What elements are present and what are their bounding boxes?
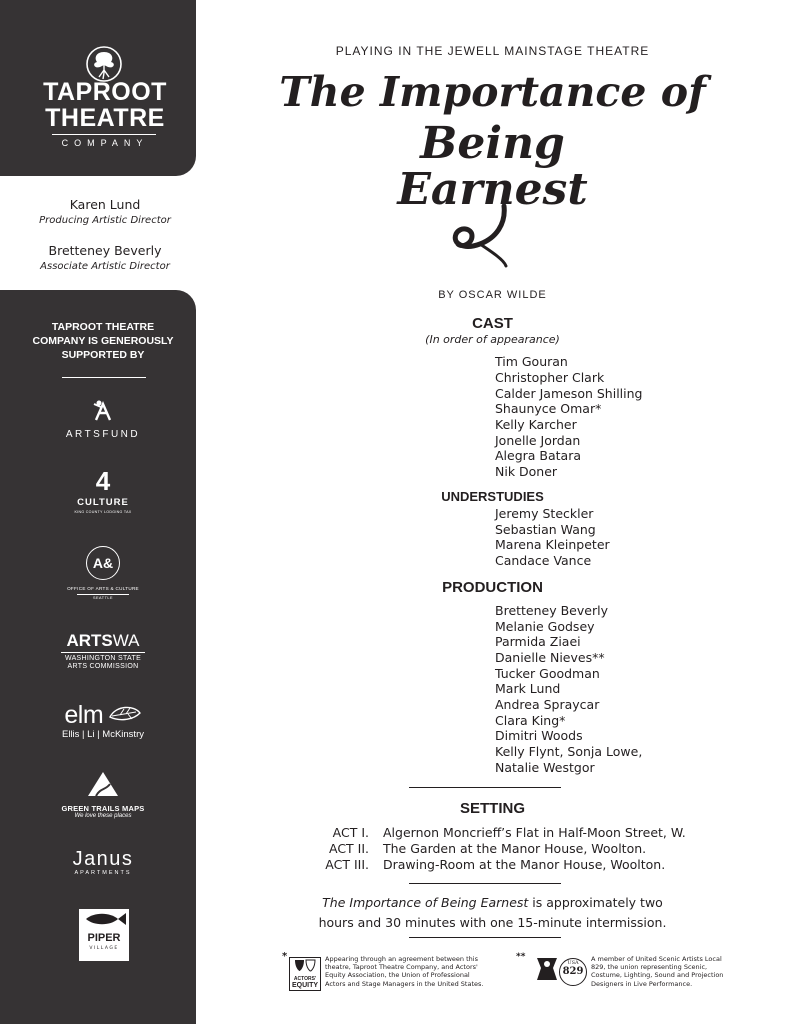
staff-title: Associate Artistic Director — [40, 261, 170, 272]
section-divider — [409, 937, 561, 938]
runtime-note: The Importance of Being Earnest is approximately two hours and 30 minutes with one 15-minute intermission. — [318, 895, 667, 930]
mountain-triangle-icon — [86, 770, 120, 798]
usa-829-logo — [533, 954, 587, 988]
oac-circle-icon: A& — [86, 546, 120, 580]
support-heading: TAPROOT THEATRE COMPANY IS GENEROUSLY SUPPORTED BY — [32, 321, 174, 361]
brand-divider — [52, 134, 156, 135]
production-heading: PRODUCTION — [442, 579, 543, 596]
staff-title: Producing Artistic Director — [39, 215, 171, 226]
section-divider — [409, 883, 561, 884]
janus-apartments-logo: Janus APARTMENTS — [72, 848, 134, 876]
theatre-masks-icon — [293, 958, 317, 972]
green-trails-maps-logo: GREEN TRAILS MAPS We love these places — [0, 770, 206, 819]
staff-entry — [0, 197, 210, 226]
4culture-logo: 4 CULTURE KING COUNTY LODGING TAX — [0, 468, 206, 514]
understudies-heading: UNDERSTUDIES — [441, 489, 544, 504]
staff-name: Karen Lund — [69, 197, 141, 212]
artsfund-logo: ARTSFUND — [0, 398, 206, 440]
laurel-crest-icon — [533, 954, 561, 984]
office-of-arts-culture-logo: A& OFFICE OF ARTS & CULTURE SEATTLE — [0, 546, 206, 600]
actors-equity-logo: ACTORS' EQUITY — [289, 957, 321, 991]
artswa-logo: ARTSWA WASHINGTON STATE ARTS COMMISSION — [0, 632, 206, 671]
staff-entry — [0, 243, 210, 272]
company-name-line2: THEATRE — [45, 104, 165, 132]
4culture-mark-icon: 4 — [95, 466, 111, 496]
usa-circle-icon: USA 829 — [559, 958, 587, 986]
equity-asterisk: * — [282, 951, 288, 962]
brand-panel — [0, 0, 196, 176]
fish-icon — [80, 910, 128, 928]
title-line3: Earnest — [397, 164, 588, 215]
list-item: ACT III. Drawing-Room at the Manor House, Woolton. — [325, 857, 666, 872]
venue-line: PLAYING IN THE JEWELL MAINSTAGE THEATRE — [335, 44, 650, 58]
section-divider — [409, 787, 561, 788]
usa-asterisks: ** — [516, 952, 526, 962]
staff-name: Bretteney Beverly — [48, 243, 162, 258]
support-divider — [62, 377, 146, 378]
byline: BY OSCAR WILDE — [438, 289, 547, 301]
usa-footnote: A member of United Scenic Artists Local 829, the union representing Scenic, Costume, Lighting, Sound and Projection Designers in Live Performance. — [591, 955, 724, 988]
setting-heading: SETTING — [459, 800, 525, 817]
elm-logo: elm Ellis | Li | McKinstry — [61, 701, 144, 740]
title-line1: The Importance of — [279, 68, 706, 116]
company-name-line1: TAPROOT — [43, 78, 167, 106]
elm-leaf-icon — [108, 705, 142, 721]
list-item: ACT II. The Garden at the Manor House, Woolton. — [328, 841, 647, 856]
artsfund-figure-icon — [90, 398, 116, 422]
title-line2: Being — [420, 118, 565, 169]
cast-heading: CAST — [472, 315, 513, 332]
company-name-line3: COMPANY — [61, 138, 149, 148]
list-item: ACT I. Algernon Moncrieff’s Flat in Half-Moon Street, W. — [332, 825, 686, 840]
title-swirl-ornament-icon — [446, 204, 526, 270]
cast-subheading: (In order of appearance) — [425, 333, 560, 346]
equity-footnote: Appearing through an agreement between this theatre, Taproot Theatre Company, and Actors' Equity Association, the Union of Professional Actors and Stage Managers in the United States. — [325, 955, 484, 988]
piper-village-logo: PIPER VILLAGE — [79, 909, 129, 961]
